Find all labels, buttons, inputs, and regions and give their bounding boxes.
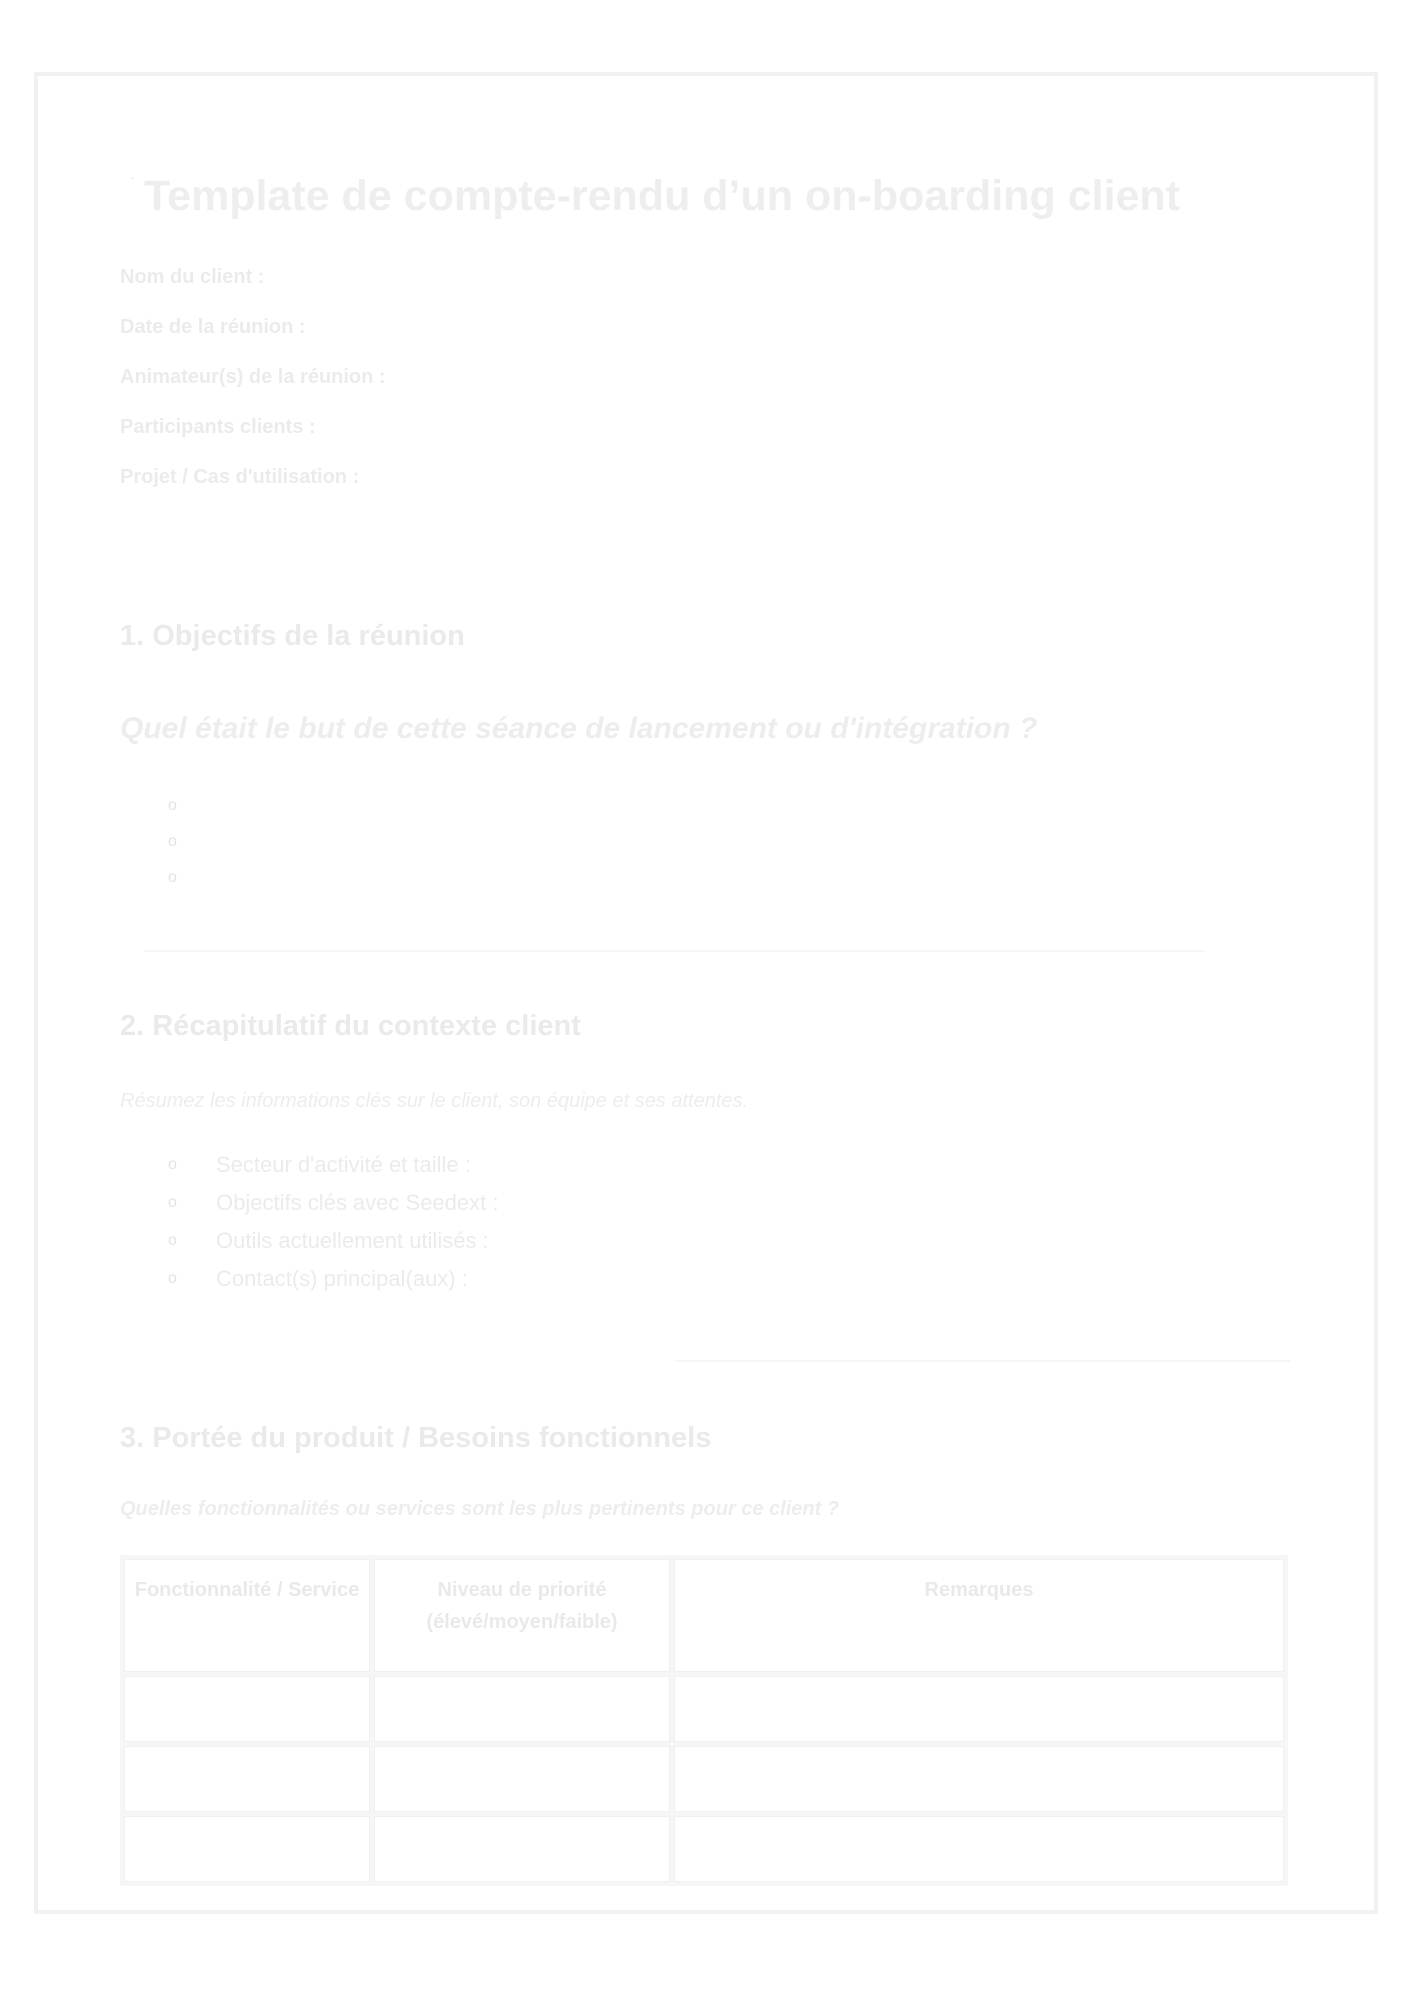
table-header-priority: Niveau de priorité (élevé/moyen/faible) xyxy=(374,1559,670,1672)
meta-field-client-name: Nom du client : xyxy=(120,266,265,288)
list-item xyxy=(168,1260,498,1298)
list-item xyxy=(168,860,216,896)
bullet-icon: o xyxy=(168,833,177,850)
divider xyxy=(676,1360,1290,1362)
title-mark: ` xyxy=(130,176,136,193)
bullet-icon: o xyxy=(168,1270,177,1287)
meta-field-facilitators: Animateur(s) de la réunion : xyxy=(120,366,386,388)
section-2-heading: 2. Récapitulatif du contexte client xyxy=(120,1010,581,1042)
bullet-icon: o xyxy=(168,1194,177,1211)
table-header-remarks: Remarques xyxy=(674,1559,1284,1672)
bullet-icon: o xyxy=(168,797,177,814)
list-item xyxy=(168,824,216,860)
table-cell[interactable] xyxy=(124,1816,370,1882)
bullet-icon: o xyxy=(168,869,177,886)
bullet-icon: o xyxy=(168,1232,177,1249)
list-item-text: Outils actuellement utilisés : xyxy=(216,1228,489,1253)
features-table xyxy=(120,1555,1288,1886)
list-item xyxy=(168,1222,498,1260)
section-3-heading: 3. Portée du produit / Besoins fonctionnels xyxy=(120,1422,712,1454)
table-cell[interactable] xyxy=(124,1676,370,1742)
table-row xyxy=(124,1676,1284,1742)
list-item-text: Contact(s) principal(aux) : xyxy=(216,1266,468,1291)
section-1-bullets xyxy=(168,788,216,896)
table-row xyxy=(124,1746,1284,1812)
divider xyxy=(144,950,1204,952)
list-item-text: Objectifs clés avec Seedext : xyxy=(216,1190,499,1215)
table-cell[interactable] xyxy=(674,1676,1284,1742)
list-item-text: Secteur d'activité et taille : xyxy=(216,1152,471,1177)
table-cell[interactable] xyxy=(674,1746,1284,1812)
meta-field-project: Projet / Cas d'utilisation : xyxy=(120,466,360,488)
list-item xyxy=(168,788,216,824)
section-2-instruction: Résumez les informations clés sur le client, son équipe et ses attentes. xyxy=(120,1090,749,1112)
list-item xyxy=(168,1146,498,1184)
section-1-question: Quel était le but de cette séance de lancement ou d'intégration ? xyxy=(120,712,1038,745)
section-2-bullets xyxy=(168,1146,498,1298)
section-1-heading: 1. Objectifs de la réunion xyxy=(120,620,465,652)
table-header-feature: Fonctionnalité / Service xyxy=(124,1559,370,1672)
list-item xyxy=(168,1184,498,1222)
table-header-row xyxy=(124,1559,1284,1672)
page-title: Template de compte-rendu d’un on-boarding client xyxy=(144,172,1181,220)
table-cell[interactable] xyxy=(374,1746,670,1812)
table-cell[interactable] xyxy=(374,1816,670,1882)
table-row xyxy=(124,1816,1284,1882)
meta-fields xyxy=(120,266,386,516)
bullet-icon: o xyxy=(168,1156,177,1173)
meta-field-meeting-date: Date de la réunion : xyxy=(120,316,306,338)
section-3-question: Quelles fonctionnalités ou services sont les plus pertinents pour ce client ? xyxy=(120,1498,840,1520)
table-cell[interactable] xyxy=(374,1676,670,1742)
table-cell[interactable] xyxy=(124,1746,370,1812)
table-cell[interactable] xyxy=(674,1816,1284,1882)
meta-field-client-participants: Participants clients : xyxy=(120,416,316,438)
